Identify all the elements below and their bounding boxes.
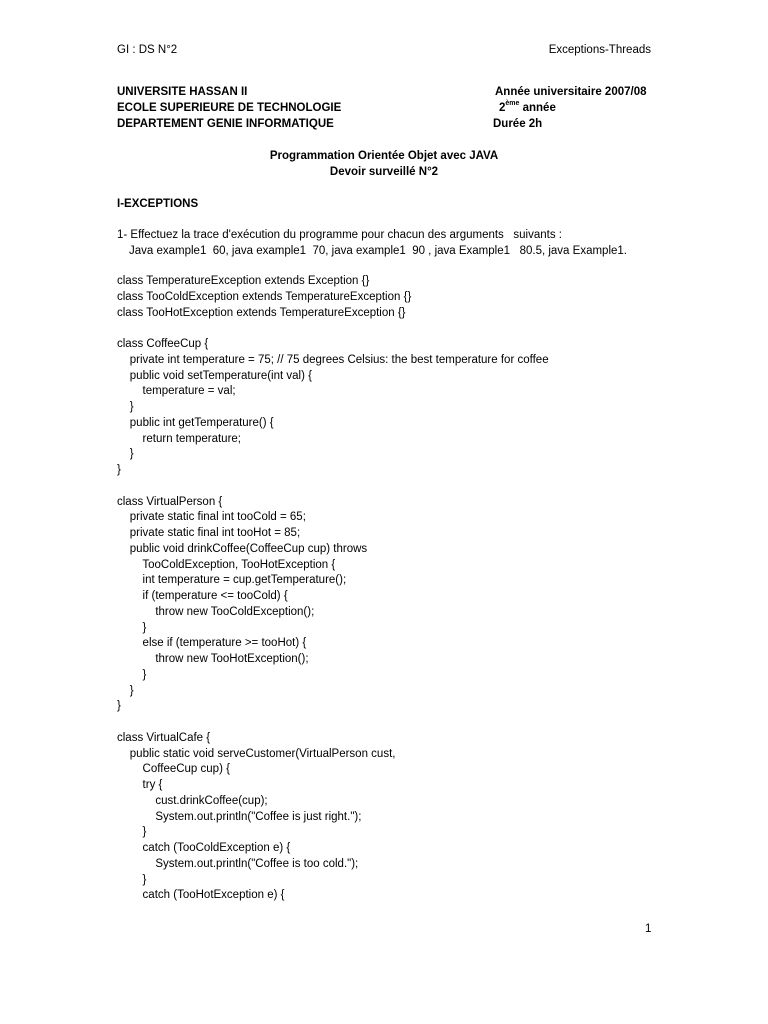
header-right: Exceptions-Threads	[548, 44, 651, 56]
section-heading: I-EXCEPTIONS	[117, 198, 199, 210]
study-year-number: 2	[499, 102, 506, 114]
code-line: catch (TooColdException e) {	[117, 842, 291, 854]
code-line: TooColdException, TooHotException {	[117, 558, 336, 571]
code-line: class TooColdException extends TemperatureException {}	[117, 290, 412, 303]
code-line: public void drinkCoffee(CoffeeCup cup) throws	[117, 542, 368, 555]
code-line: }	[117, 668, 147, 681]
code-line: CoffeeCup cup) {	[117, 763, 230, 776]
question-1-arguments: Java example1 60, java example1 70, java example1 90 , java Example1 80.5, java Example1.	[129, 245, 627, 257]
code-line: throw new TooColdException();	[117, 605, 315, 618]
code-line: class VirtualCafe {	[117, 731, 211, 744]
code-line: }	[117, 464, 121, 476]
code-line: private int temperature = 75; // 75 degrees Celsius: the best temperature for coffee	[117, 353, 549, 366]
code-line: catch (TooHotException e) {	[117, 889, 285, 902]
university-name: UNIVERSITE HASSAN II	[117, 86, 248, 98]
code-line: }	[117, 621, 147, 634]
code-line: else if (temperature >= tooHot) {	[117, 637, 307, 650]
header-left: GI : DS N°2	[117, 44, 178, 56]
code-line: public int getTemperature() {	[117, 416, 274, 429]
code-line	[117, 479, 549, 495]
code-line: }	[117, 826, 147, 839]
code-line: }	[117, 700, 121, 713]
code-line	[117, 715, 549, 731]
exam-title: Devoir surveillé N°2	[329, 166, 439, 178]
code-line: private static final int tooHot = 85;	[117, 527, 301, 539]
code-line: System.out.println("Coffee is too cold.");	[117, 857, 359, 870]
code-line: class TooHotException extends TemperatureException {}	[117, 306, 406, 319]
code-line: public void setTemperature(int val) {	[117, 369, 312, 382]
study-year-label: année	[519, 102, 556, 114]
school-name: ECOLE SUPERIEURE DE TECHNOLOGIE	[117, 102, 342, 114]
code-line: class CoffeeCup {	[117, 338, 209, 350]
code-line: throw new TooHotException();	[117, 653, 309, 665]
code-line: cust.drinkCoffee(cup);	[117, 794, 268, 807]
code-line: }	[117, 401, 134, 413]
study-year	[499, 100, 556, 116]
code-line: System.out.println("Coffee is just right.");	[117, 810, 362, 823]
code-line: }	[117, 448, 134, 461]
code-line: private static final int tooCold = 65;	[117, 511, 306, 524]
code-line: public static void serveCustomer(VirtualPerson cust,	[117, 747, 396, 760]
exam-duration: Durée 2h	[493, 118, 543, 130]
code-line: if (temperature <= tooCold) {	[117, 590, 288, 602]
course-title: Programmation Orientée Objet avec JAVA	[269, 150, 499, 162]
code-line: return temperature;	[117, 432, 241, 445]
study-year-superscript: ème	[505, 100, 520, 107]
question-1-text: 1- Effectuez la trace d'exécution du programme pour chacun des arguments suivants :	[117, 229, 562, 241]
code-line: int temperature = cup.getTemperature();	[117, 574, 347, 587]
department-name: DEPARTEMENT GENIE INFORMATIQUE	[117, 118, 334, 130]
page-number: 1	[645, 923, 652, 935]
code-line: class TemperatureException extends Exception {}	[117, 275, 370, 287]
code-line: try {	[117, 779, 163, 791]
academic-year: Année universitaire 2007/08	[495, 86, 647, 98]
code-line: }	[117, 684, 134, 697]
code-line: }	[117, 873, 147, 886]
code-listing	[117, 274, 549, 904]
code-line: temperature = val;	[117, 385, 236, 398]
code-line: class VirtualPerson {	[117, 495, 223, 508]
code-line	[117, 321, 549, 337]
